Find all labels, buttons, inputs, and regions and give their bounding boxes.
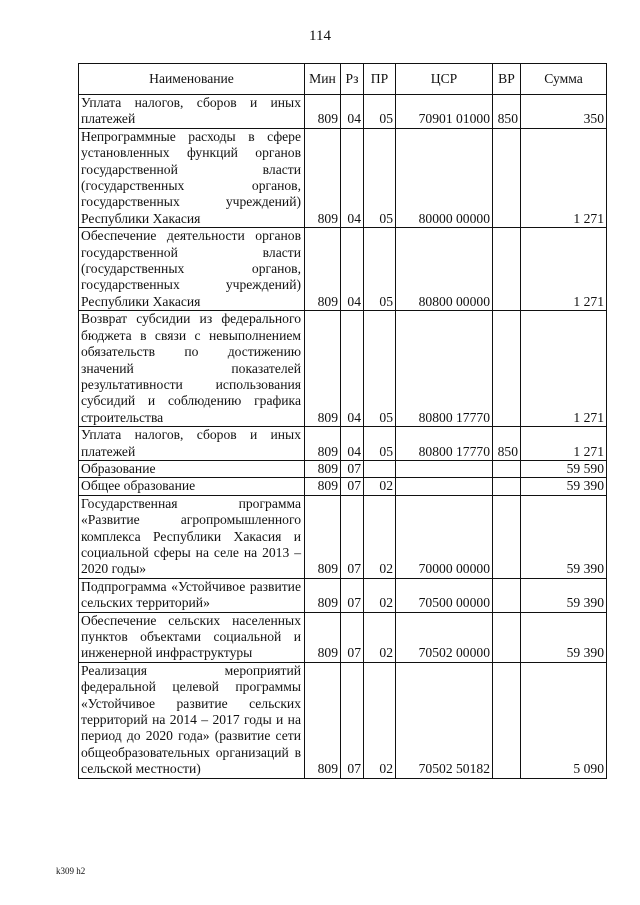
row-sum: 59 390 — [521, 612, 607, 662]
row-csr: 70000 00000 — [396, 495, 493, 578]
row-csr — [396, 460, 493, 477]
row-vr — [493, 612, 521, 662]
header-min: Мин — [305, 64, 341, 95]
table-row — [79, 311, 607, 427]
row-rz: 07 — [341, 612, 364, 662]
document-code: k309 h2 — [56, 866, 86, 876]
page-number: 114 — [309, 28, 331, 44]
row-rz: 04 — [341, 228, 364, 311]
table-row — [79, 128, 607, 227]
row-sum: 59 390 — [521, 478, 607, 495]
row-pr: 05 — [364, 95, 396, 129]
row-sum: 59 390 — [521, 578, 607, 612]
row-sum: 1 271 — [521, 311, 607, 427]
table-row — [79, 228, 607, 311]
row-name: Подпрограмма «Устойчивое развитие сельских территорий» — [79, 578, 305, 612]
row-rz: 04 — [341, 311, 364, 427]
row-csr: 70502 50182 — [396, 662, 493, 778]
header-csr: ЦСР — [396, 64, 493, 95]
row-min: 809 — [305, 495, 341, 578]
row-pr: 05 — [364, 311, 396, 427]
row-rz: 04 — [341, 427, 364, 461]
row-pr: 02 — [364, 478, 396, 495]
header-sum: Сумма — [521, 64, 607, 95]
table-row — [79, 495, 607, 578]
row-pr: 05 — [364, 128, 396, 227]
row-name: Образование — [79, 460, 305, 477]
row-vr — [493, 478, 521, 495]
row-name: Государственная программа «Развитие агропромышленного комплекса Республики Хакасия и социальной сферы на селе на 2013 – 2020 годы» — [79, 495, 305, 578]
row-vr — [493, 578, 521, 612]
row-vr — [493, 228, 521, 311]
row-vr — [493, 495, 521, 578]
row-csr: 80800 17770 — [396, 427, 493, 461]
row-vr — [493, 128, 521, 227]
row-rz: 07 — [341, 495, 364, 578]
table-header-row — [79, 64, 607, 95]
row-min: 809 — [305, 578, 341, 612]
row-min: 809 — [305, 128, 341, 227]
row-name: Уплата налогов, сборов и иных платежей — [79, 95, 305, 129]
table-row — [79, 612, 607, 662]
row-csr: 70500 00000 — [396, 578, 493, 612]
table-row — [79, 662, 607, 778]
row-pr: 02 — [364, 578, 396, 612]
row-rz: 07 — [341, 478, 364, 495]
table-row — [79, 460, 607, 477]
row-min: 809 — [305, 662, 341, 778]
row-name: Уплата налогов, сборов и иных платежей — [79, 427, 305, 461]
row-pr: 05 — [364, 427, 396, 461]
row-pr: 05 — [364, 228, 396, 311]
row-sum: 350 — [521, 95, 607, 129]
row-vr — [493, 662, 521, 778]
row-pr — [364, 460, 396, 477]
row-min: 809 — [305, 228, 341, 311]
row-csr: 80000 00000 — [396, 128, 493, 227]
row-name: Общее образование — [79, 478, 305, 495]
row-csr — [396, 478, 493, 495]
row-min: 809 — [305, 311, 341, 427]
row-vr — [493, 311, 521, 427]
row-vr: 850 — [493, 95, 521, 129]
table-row — [79, 578, 607, 612]
row-vr — [493, 460, 521, 477]
row-min: 809 — [305, 612, 341, 662]
row-csr: 70901 01000 — [396, 95, 493, 129]
header-pr: ПР — [364, 64, 396, 95]
row-name: Реализация мероприятий федеральной целевой программы «Устойчивое развитие сельских территорий на 2014 – 2017 годы и на период до 2020 года» (развитие сети общеобразовательных организаций в сельской местности) — [79, 662, 305, 778]
row-pr: 02 — [364, 612, 396, 662]
row-csr: 80800 17770 — [396, 311, 493, 427]
row-vr: 850 — [493, 427, 521, 461]
row-name: Обеспечение деятельности органов государственной власти (государственных органов, государственных учреждений) Республики Хакасия — [79, 228, 305, 311]
row-sum: 1 271 — [521, 427, 607, 461]
row-pr: 02 — [364, 495, 396, 578]
row-sum: 1 271 — [521, 228, 607, 311]
header-vr: ВР — [493, 64, 521, 95]
row-min: 809 — [305, 460, 341, 477]
row-min: 809 — [305, 427, 341, 461]
row-sum: 59 590 — [521, 460, 607, 477]
header-name: Наименование — [79, 64, 305, 95]
table-row — [79, 478, 607, 495]
table-row — [79, 427, 607, 461]
row-csr: 80800 00000 — [396, 228, 493, 311]
row-name: Обеспечение сельских населенных пунктов объектами социальной и инженерной инфраструктуры — [79, 612, 305, 662]
budget-table — [78, 63, 607, 779]
row-min: 809 — [305, 478, 341, 495]
row-rz: 07 — [341, 578, 364, 612]
row-csr: 70502 00000 — [396, 612, 493, 662]
row-min: 809 — [305, 95, 341, 129]
row-rz: 07 — [341, 460, 364, 477]
table-row — [79, 95, 607, 129]
row-rz: 07 — [341, 662, 364, 778]
row-name: Возврат субсидии из федерального бюджета в связи с невыполнением обязательств по достижению значений показателей результативности использования субсидий и соблюдению графика строительства — [79, 311, 305, 427]
row-rz: 04 — [341, 128, 364, 227]
header-rz: Рз — [341, 64, 364, 95]
row-name: Непрограммные расходы в сфере установленных функций органов государственной власти (государственных органов, государственных учреждений) Республики Хакасия — [79, 128, 305, 227]
row-sum: 1 271 — [521, 128, 607, 227]
row-sum: 5 090 — [521, 662, 607, 778]
row-pr: 02 — [364, 662, 396, 778]
row-rz: 04 — [341, 95, 364, 129]
row-sum: 59 390 — [521, 495, 607, 578]
